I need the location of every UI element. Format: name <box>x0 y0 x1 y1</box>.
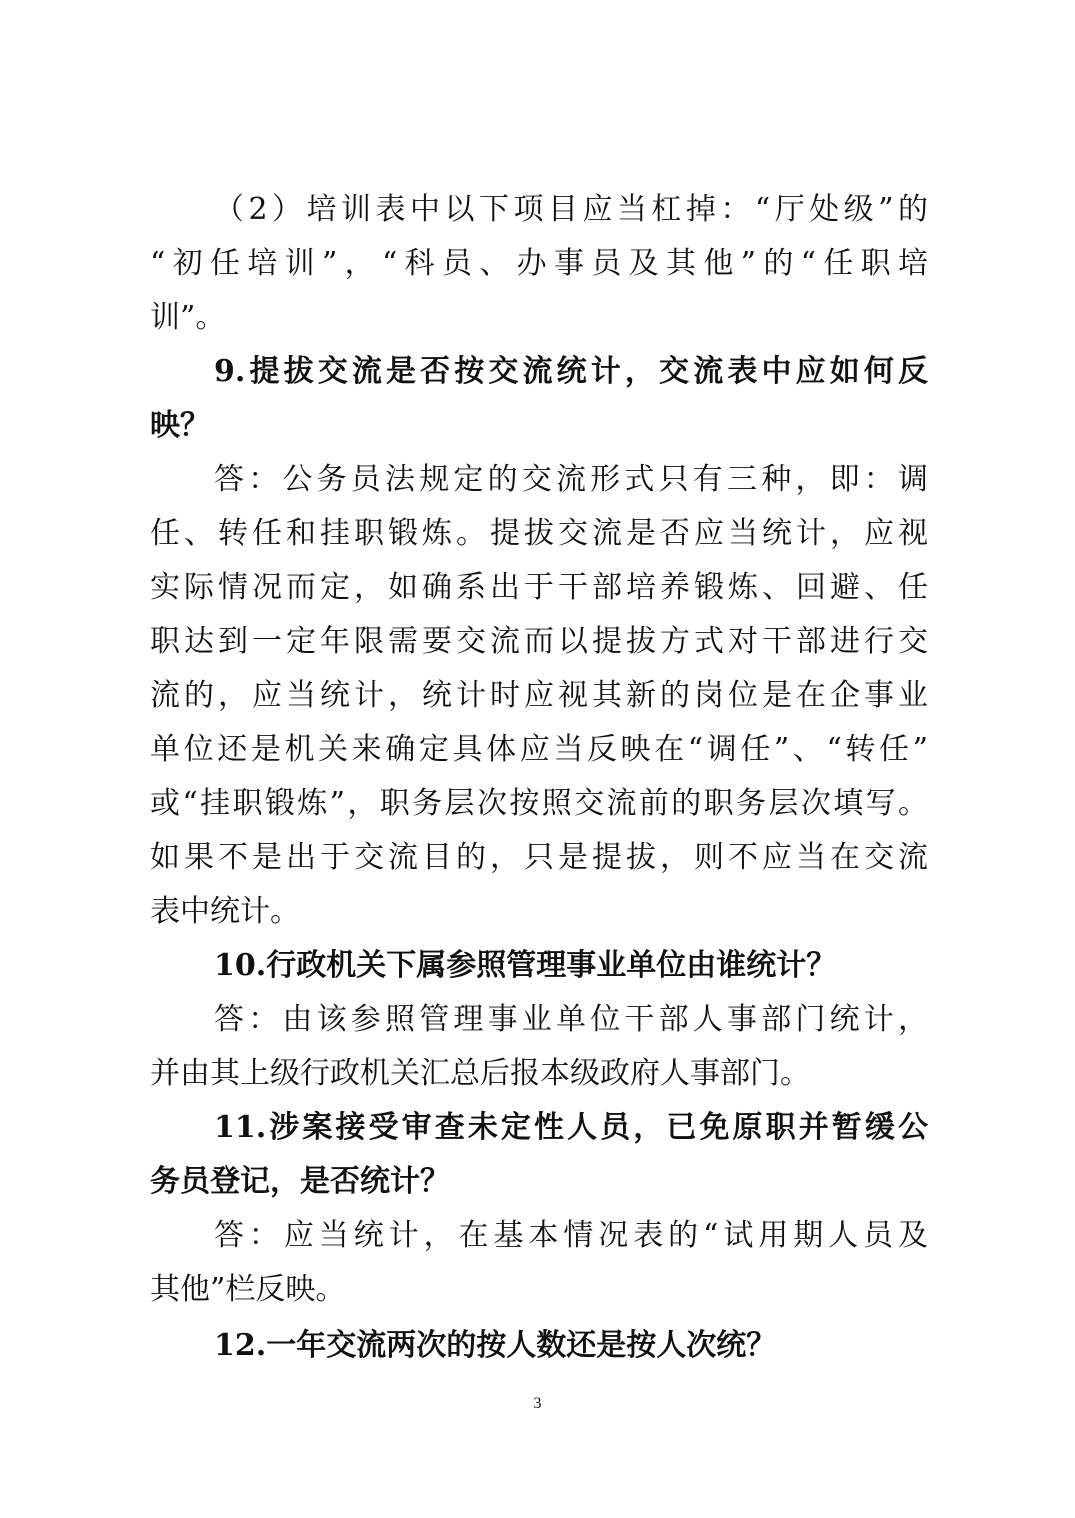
answer-line: 表中统计。 <box>150 894 300 929</box>
answer-line: 答：公务员法规定的交流形式只有三种，即：调 <box>214 462 928 497</box>
paragraph-line: 训”。 <box>150 300 226 335</box>
answer-line: 或“挂职锻炼”，职务层次按照交流前的职务层次填写。 <box>150 786 928 821</box>
answer-line: 答：由该参照管理事业单位干部人事部门统计， <box>214 1002 928 1037</box>
answer-line: 任、转任和挂职锻炼。提拔交流是否应当统计，应视 <box>150 516 928 551</box>
question-heading: 务员登记，是否统计？ <box>150 1164 450 1199</box>
paragraph-line: （2）培训表中以下项目应当杠掉：“厅处级”的 <box>214 192 928 227</box>
answer-line: 如果不是出于交流目的，只是提拔，则不应当在交流 <box>150 840 928 875</box>
question-heading: 11.涉案接受审查未定性人员，已免原职并暂缓公 <box>214 1110 928 1145</box>
question-heading: 10.行政机关下属参照管理事业单位由谁统计？ <box>214 948 837 983</box>
answer-line: 实际情况而定，如确系出于干部培养锻炼、回避、任 <box>150 570 928 605</box>
question-heading: 12.一年交流两次的按人数还是按人次统？ <box>214 1328 777 1363</box>
question-heading: 9.提拔交流是否按交流统计，交流表中应如何反 <box>214 354 928 389</box>
question-heading: 映？ <box>150 408 210 443</box>
answer-line: 职达到一定年限需要交流而以提拔方式对干部进行交 <box>150 624 928 659</box>
answer-line: 答：应当统计，在基本情况表的“试用期人员及 <box>214 1218 928 1253</box>
answer-line: 并由其上级行政机关汇总后报本级政府人事部门。 <box>150 1056 810 1091</box>
paragraph-line: “初任培训”，“科员、办事员及其他”的“任职培 <box>150 246 928 281</box>
answer-line: 流的，应当统计，统计时应视其新的岗位是在企事业 <box>150 678 928 713</box>
page-number: 3 <box>533 1395 542 1412</box>
answer-line: 其他”栏反映。 <box>150 1272 346 1307</box>
answer-line: 单位还是机关来确定具体应当反映在“调任”、“转任” <box>150 732 928 767</box>
